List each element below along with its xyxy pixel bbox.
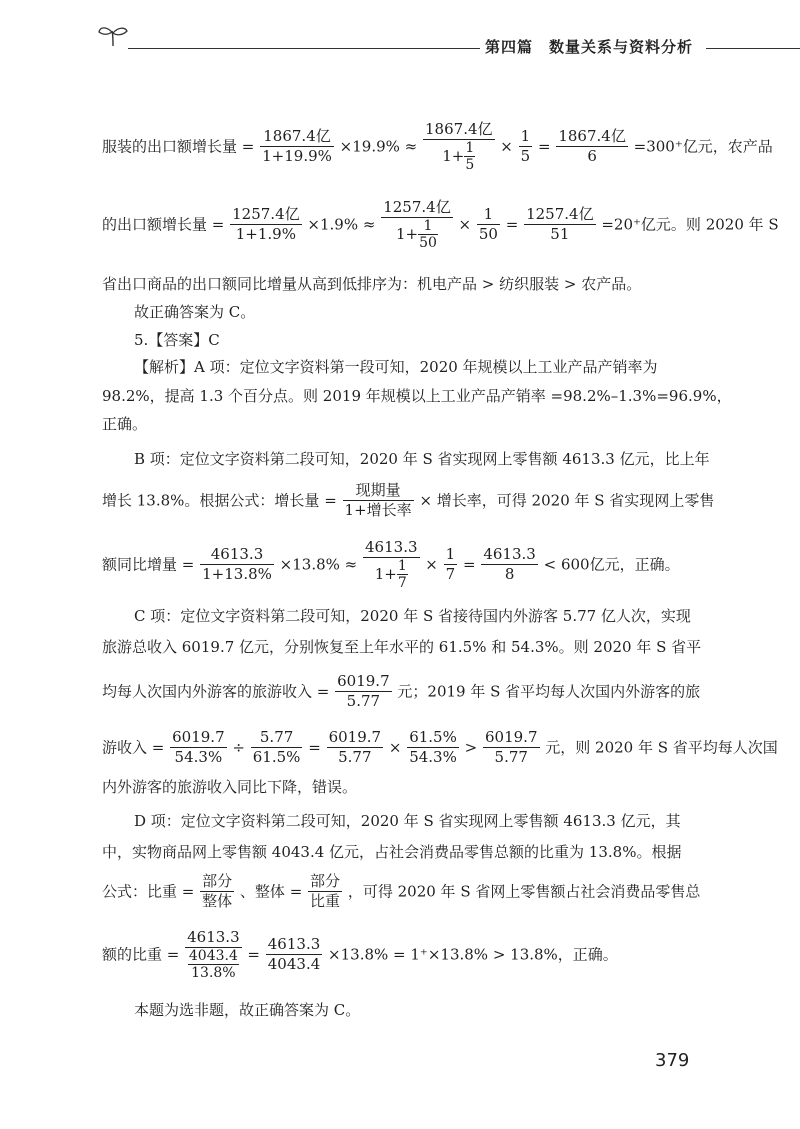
text-segment: ×1.9% ≈ <box>307 215 376 234</box>
text-segment: < 600亿元，正确。 <box>543 555 680 574</box>
fraction: $\frac{6019.7}{5.77}$ <box>485 728 538 766</box>
fraction: $\frac{61.5\%}{54.3\%}$ <box>409 728 457 766</box>
text-segment: 的出口额增长量 = <box>102 215 225 234</box>
analysis-c-4 <box>102 728 778 767</box>
analysis-d-4 <box>102 928 618 981</box>
text-segment: = <box>462 555 476 574</box>
text-segment: = <box>505 215 519 234</box>
text-segment: ×13.8% ≈ <box>279 555 358 574</box>
text-segment: = <box>247 945 260 964</box>
text-segment: =20⁺亿元。则 2020 年 S <box>601 215 779 234</box>
text-segment: 元，则 2020 年 S 省平均每人次国 <box>545 738 778 757</box>
fraction: $\frac{\text{1867.4亿}}{6}$ <box>558 127 626 165</box>
fraction: $\frac{\text{1257.4亿}}{51}$ <box>526 205 594 243</box>
analysis-d-3 <box>102 872 700 911</box>
complex-fraction: 1257.4亿 1+ $\frac{1}{50}$ <box>383 198 451 251</box>
fraction: $\frac{6019.7}{5.77}$ <box>337 672 390 710</box>
text-segment: 均每人次国内外游客的旅游收入 = <box>102 682 330 701</box>
analysis-a-1: 【解析】A 项：定位文字资料第一段可知，2020 年规模以上工业产品产销率为 <box>134 358 658 376</box>
analysis-c-5: 内外游客的旅游收入同比下降，错误。 <box>102 778 358 796</box>
fraction: $\frac{1}{5}$ <box>520 127 531 165</box>
fraction: $\frac{\text{1867.4亿}}{1+19.9\%}$ <box>262 127 332 165</box>
fraction: $\frac{6019.7}{5.77}$ <box>328 728 382 766</box>
analysis-a-2: 98.2%，提高 1.3 个百分点。则 2019 年规模以上工业产品产销率 =98.2%–1.3%=96.9%， <box>102 387 732 405</box>
text-segment: ×13.8% = 1⁺×13.8% > 13.8%，正确。 <box>328 945 618 964</box>
fraction: $\frac{1}{7}$ <box>445 545 456 583</box>
complex-fraction: 4613.3 1+ $\frac{1}{7}$ <box>365 538 418 591</box>
text-segment: ÷ <box>232 738 245 757</box>
text-segment: ，可得 2020 年 S 省网上零售额占社会消费品零售总 <box>347 882 701 901</box>
text-segment: 服装的出口额增长量 = <box>102 137 255 156</box>
text-segment: > <box>464 738 478 757</box>
text-segment: × 增长率，可得 2020 年 S 省实现网上零售 <box>419 491 715 510</box>
formula-line-clothing <box>102 120 773 173</box>
ranking-text: 省出口商品的出口额同比增量从高到低排序为：机电产品 > 纺织服装 > 农产品。 <box>102 275 642 293</box>
text-segment: × <box>500 137 513 156</box>
text-segment: 、整体 = <box>239 882 303 901</box>
fraction: $\frac{\text{部分}}{\text{整体}}$ <box>202 872 233 910</box>
question-5-answer: 5.【答案】C <box>134 331 220 349</box>
analysis-d-2: 中，实物商品网上零售额 4043.4 亿元，占社会消费品零售总额的比重为 13.8%。根据 <box>102 843 682 861</box>
text-segment: 额的比重 = <box>102 945 180 964</box>
formula-line-agriculture <box>102 198 779 251</box>
fraction: $\frac{5.77}{61.5\%}$ <box>252 728 301 766</box>
analysis-b-3 <box>102 538 680 591</box>
header-rule-left <box>128 48 480 49</box>
complex-fraction: 1867.4亿 1+ $\frac{1}{5}$ <box>425 120 493 173</box>
analysis-c-3 <box>102 672 700 711</box>
text-segment: = <box>308 738 321 757</box>
analysis-b-1: B 项：定位文字资料第二段可知，2020 年 S 省实现网上零售额 4613.3 亿元，比上年 <box>134 450 710 468</box>
text-segment: × <box>388 738 402 757</box>
text-segment: × <box>425 555 438 574</box>
fraction: $\frac{\text{1257.4亿}}{1+1.9\%}$ <box>232 205 300 243</box>
page-header <box>0 0 800 70</box>
text-segment: ×19.9% ≈ <box>339 137 418 156</box>
text-segment: 游收入 = <box>102 738 165 757</box>
analysis-c-2: 旅游总收入 6019.7 亿元，分别恢复至上年水平的 61.5% 和 54.3%。则 2020 年 S 省平 <box>102 638 702 656</box>
text-segment: 增长 13.8%。根据公式：增长量 = <box>102 491 337 510</box>
final-answer: 本题为选非题，故正确答案为 C。 <box>134 1001 361 1019</box>
analysis-b-2 <box>102 481 714 520</box>
fraction: $\frac{6019.7}{54.3\%}$ <box>172 728 225 766</box>
header-title: 第四篇 数量关系与资料分析 <box>485 38 694 56</box>
sprout-icon <box>96 24 130 48</box>
text-segment: 公式：比重 = <box>102 882 195 901</box>
text-segment: 额同比增量 = <box>102 555 195 574</box>
fraction: $\frac{4613.3}{8}$ <box>483 545 536 583</box>
header-rule-right <box>706 48 800 49</box>
analysis-a-3: 正确。 <box>102 415 148 433</box>
complex-fraction: $\frac{4613.3}{\frac{4043.4}{13.8\%}}$ <box>187 928 240 981</box>
text-segment: × <box>458 215 472 234</box>
fraction: $\frac{4613.3}{4043.4}$ <box>267 935 321 973</box>
answer-line-4: 故正确答案为 C。 <box>134 303 256 321</box>
fraction: $\frac{1}{50}$ <box>478 205 498 243</box>
fraction: $\frac{4613.3}{1+13.8\%}$ <box>202 545 272 583</box>
text-segment: 元；2019 年 S 省平均每人次国内外游客的旅 <box>397 682 701 701</box>
fraction: $\frac{\text{现期量}}{\text{1+增长率}}$ <box>344 481 412 519</box>
text-segment: = <box>537 137 551 156</box>
analysis-c-1: C 项：定位文字资料第二段可知，2020 年 S 省接待国内外游客 5.77 亿人次，实现 <box>134 607 691 625</box>
analysis-d-1: D 项：定位文字资料第二段可知，2020 年 S 省实现网上零售额 4613.3 亿元，其 <box>134 812 681 830</box>
fraction: $\frac{\text{部分}}{\text{比重}}$ <box>310 872 341 910</box>
page-number: 379 <box>655 1050 690 1071</box>
text-segment: =300⁺亿元，农产品 <box>633 137 773 156</box>
